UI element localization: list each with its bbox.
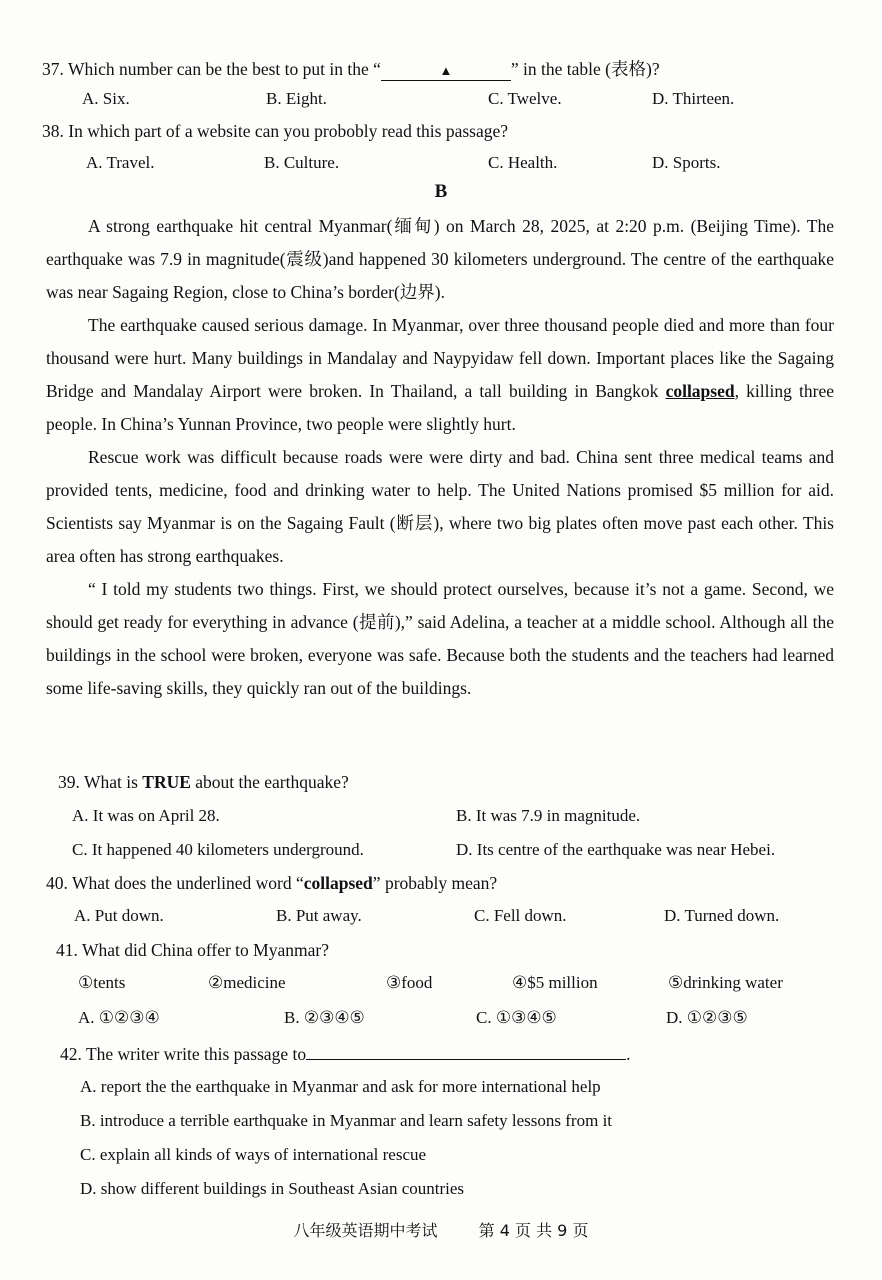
underlined-word: collapsed bbox=[665, 381, 735, 401]
option-a: A. Six. bbox=[82, 89, 130, 108]
question-number: 40. bbox=[46, 873, 68, 893]
question-42: 42. The writer write this passage to . bbox=[60, 1044, 631, 1064]
option-d: D. Turned down. bbox=[664, 906, 780, 925]
question-text: What did China offer to Myanmar? bbox=[81, 940, 329, 960]
question-40: 40. What does the underlined word “collapsed” probably mean? bbox=[46, 873, 498, 893]
question-41 bbox=[56, 940, 329, 961]
paragraph-1: A strong earthquake hit central Myanmar(缅甸) on March 28, 2025, at 2:20 p.m. (Beijing Time). The earthquake was 7.9 in magnitude(震级)and happened 30 kilometers underground. The centre of the earthquake was near Sagaing Region, close to China’s border(边界). bbox=[46, 216, 834, 302]
section-heading: B bbox=[434, 181, 448, 202]
paragraph-2: The earthquake caused serious damage. In Myanmar, over three thousand people died and more than four thousand were hurt. Many buildings in Mandalay and Naypyidaw fell down. Important places like the Sagaing Bridge and Mandalay Airport were broken. In Thailand, a tall building in Bangkok collapsed, killing three people. In China’s Yunnan Province, two people were slightly hurt. bbox=[46, 315, 834, 434]
option-a: A. Travel. bbox=[86, 153, 155, 172]
paragraph-4: “ I told my students two things. First, we should protect ourselves, because it’s not a game. Second, we should get ready for everything in advance (提前),” said Adelina, a teacher at a middle school. Although all the buildings in the school were broken, everyone was safe. Because both the students and the teachers had learned some life-saving skills, they quickly ran out of the buildings. bbox=[46, 579, 834, 698]
option-a: A. report the the earthquake in Myanmar and ask for more international help bbox=[80, 1077, 601, 1096]
exam-title: 八年级英语期中考试 bbox=[293, 1221, 438, 1240]
page-footer bbox=[0, 1218, 882, 1241]
option-b: B. It was 7.9 in magnitude. bbox=[456, 806, 641, 825]
option-b: B. Put away. bbox=[276, 906, 362, 925]
question-number: 37. bbox=[42, 59, 64, 79]
option-b: B. Eight. bbox=[266, 89, 327, 108]
question-text: The writer write this passage to bbox=[85, 1044, 307, 1064]
answer-blank bbox=[381, 60, 511, 81]
option-a: A. It was on April 28. bbox=[72, 806, 220, 825]
question-number: 38. bbox=[42, 121, 64, 141]
question-number: 42. bbox=[60, 1044, 82, 1064]
option-c: C. Fell down. bbox=[474, 906, 567, 925]
item-1: ①tents bbox=[78, 973, 126, 992]
option-b: B. Culture. bbox=[264, 153, 340, 172]
question-39: 39. What is TRUE about the earthquake? bbox=[58, 772, 349, 792]
answer-blank bbox=[306, 1043, 626, 1060]
reading-passage bbox=[46, 210, 834, 705]
paragraph-3: Rescue work was difficult because roads were were dirty and bad. China sent three medical teams and provided tents, medicine, food and drinking water to help. The United Nations promised $5 million for aid. Scientists say Myanmar is on the Sagaing Fault (断层), where two big plates often move past each other. This area often has strong earthquakes. bbox=[46, 447, 834, 566]
question-text: In which part of a website can you probobly read this passage? bbox=[68, 121, 509, 141]
option-c: C. explain all kinds of ways of international rescue bbox=[80, 1145, 427, 1164]
option-c: C. Health. bbox=[488, 153, 558, 172]
option-d: D. Its centre of the earthquake was near Hebei. bbox=[456, 840, 776, 859]
option-a: A. Put down. bbox=[74, 906, 164, 925]
option-d: D. ①②③⑤ bbox=[666, 1008, 748, 1027]
option-d: D. show different buildings in Southeast Asian countries bbox=[80, 1179, 465, 1198]
item-4: ④$5 million bbox=[512, 973, 598, 992]
option-c: C. It happened 40 kilometers underground. bbox=[72, 840, 364, 859]
question-38 bbox=[42, 121, 508, 142]
option-d: D. Thirteen. bbox=[652, 89, 735, 108]
question-number: 39. bbox=[58, 772, 80, 792]
option-d: D. Sports. bbox=[652, 153, 721, 172]
option-b: B. ②③④⑤ bbox=[284, 1008, 365, 1027]
question-text-end: ” in the table (表格)? bbox=[510, 59, 660, 79]
item-2: ②medicine bbox=[208, 973, 286, 992]
option-b: B. introduce a terrible earthquake in Myanmar and learn safety lessons from it bbox=[80, 1111, 613, 1130]
question-text: Which number can be the best to put in the “ bbox=[67, 59, 381, 79]
triangle-icon: ▲ bbox=[439, 63, 453, 78]
question-number: 41. bbox=[56, 940, 78, 960]
option-c: C. ①③④⑤ bbox=[476, 1008, 557, 1027]
page-number: 第 4 页 共 9 页 bbox=[478, 1221, 589, 1240]
item-3: ③food bbox=[386, 973, 433, 992]
question-37 bbox=[42, 56, 660, 81]
option-a: A. ①②③④ bbox=[78, 1008, 160, 1027]
item-5: ⑤drinking water bbox=[668, 973, 783, 992]
option-c: C. Twelve. bbox=[488, 89, 562, 108]
